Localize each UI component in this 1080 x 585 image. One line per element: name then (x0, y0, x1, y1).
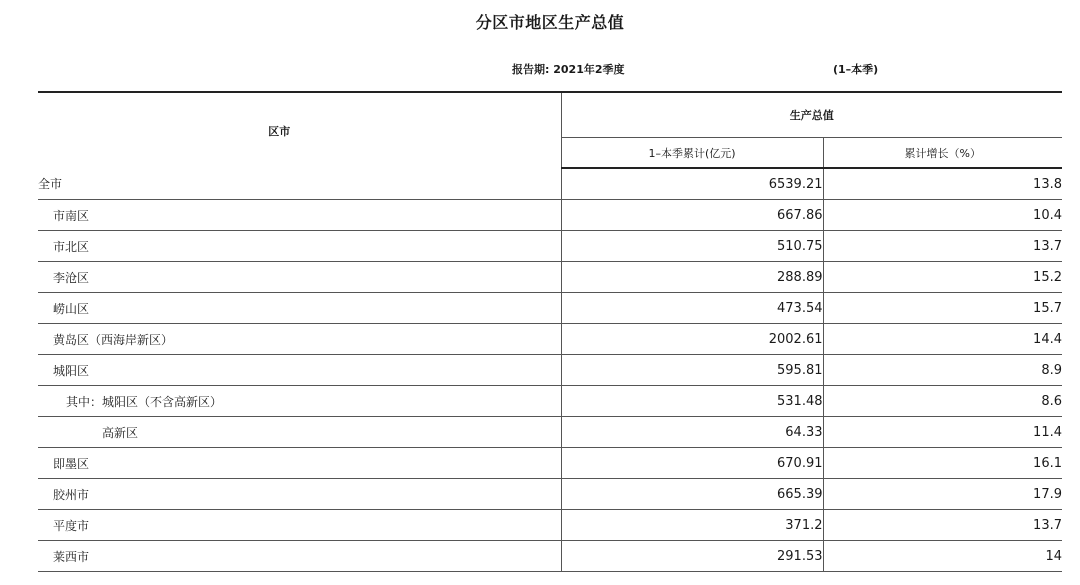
table-body (38, 168, 1062, 572)
table-row (38, 417, 1062, 448)
report-period-label: 报告期: 2021年2季度 (512, 63, 625, 76)
growth-rate-cell: 13.7 (823, 510, 1062, 541)
cumulative-value-cell: 291.53 (561, 541, 823, 572)
cumulative-value-cell: 667.86 (561, 200, 823, 231)
cumulative-value-cell: 531.48 (561, 386, 823, 417)
period-range-label: (1–本季) (833, 63, 879, 76)
district-name-cell: 市南区 (38, 200, 561, 231)
growth-rate-cell: 11.4 (823, 417, 1062, 448)
cumulative-value-cell: 64.33 (561, 417, 823, 448)
table-row (38, 262, 1062, 293)
table-row (38, 510, 1062, 541)
table-row (38, 386, 1062, 417)
table-row (38, 231, 1062, 262)
header-gdp: 生产总值 (561, 92, 1062, 138)
cumulative-value-cell: 670.91 (561, 448, 823, 479)
growth-rate-cell: 8.6 (823, 386, 1062, 417)
table-row (38, 324, 1062, 355)
district-name-cell: 黄岛区（西海岸新区） (38, 324, 561, 355)
cumulative-value-cell: 595.81 (561, 355, 823, 386)
growth-rate-cell: 13.8 (823, 168, 1062, 200)
district-name-cell: 高新区 (38, 417, 561, 448)
growth-rate-cell: 17.9 (823, 479, 1062, 510)
cumulative-value-cell: 510.75 (561, 231, 823, 262)
cumulative-value-cell: 665.39 (561, 479, 823, 510)
table-row (38, 355, 1062, 386)
growth-rate-cell: 8.9 (823, 355, 1062, 386)
growth-rate-cell: 15.7 (823, 293, 1062, 324)
table-row (38, 168, 1062, 200)
growth-rate-cell: 13.7 (823, 231, 1062, 262)
district-name-cell: 全市 (38, 168, 561, 200)
district-name-cell: 市北区 (38, 231, 561, 262)
district-name-cell: 李沧区 (38, 262, 561, 293)
district-name-cell: 胶州市 (38, 479, 561, 510)
table-row (38, 448, 1062, 479)
header-district: 区市 (38, 92, 561, 168)
growth-rate-cell: 14.4 (823, 324, 1062, 355)
district-name-cell: 其中：城阳区（不含高新区） (38, 386, 561, 417)
district-name-cell: 平度市 (38, 510, 561, 541)
cumulative-value-cell: 2002.61 (561, 324, 823, 355)
table-row (38, 200, 1062, 231)
cumulative-value-cell: 473.54 (561, 293, 823, 324)
growth-rate-cell: 15.2 (823, 262, 1062, 293)
page-title: 分区市地区生产总值 (475, 13, 625, 32)
district-name-cell: 莱西市 (38, 541, 561, 572)
gdp-table (38, 91, 1062, 572)
cumulative-value-cell: 6539.21 (561, 168, 823, 200)
district-name-cell: 城阳区 (38, 355, 561, 386)
table-row (38, 293, 1062, 324)
table-header (38, 92, 1062, 168)
district-name-cell: 即墨区 (38, 448, 561, 479)
growth-rate-cell: 10.4 (823, 200, 1062, 231)
growth-rate-cell: 14 (823, 541, 1062, 572)
table-row (38, 541, 1062, 572)
table-row (38, 479, 1062, 510)
district-name-cell: 崂山区 (38, 293, 561, 324)
cumulative-value-cell: 371.2 (561, 510, 823, 541)
growth-rate-cell: 16.1 (823, 448, 1062, 479)
cumulative-value-cell: 288.89 (561, 262, 823, 293)
header-cumulative: 1–本季累计(亿元) (561, 138, 823, 169)
header-growth: 累计增长（%） (823, 138, 1062, 169)
